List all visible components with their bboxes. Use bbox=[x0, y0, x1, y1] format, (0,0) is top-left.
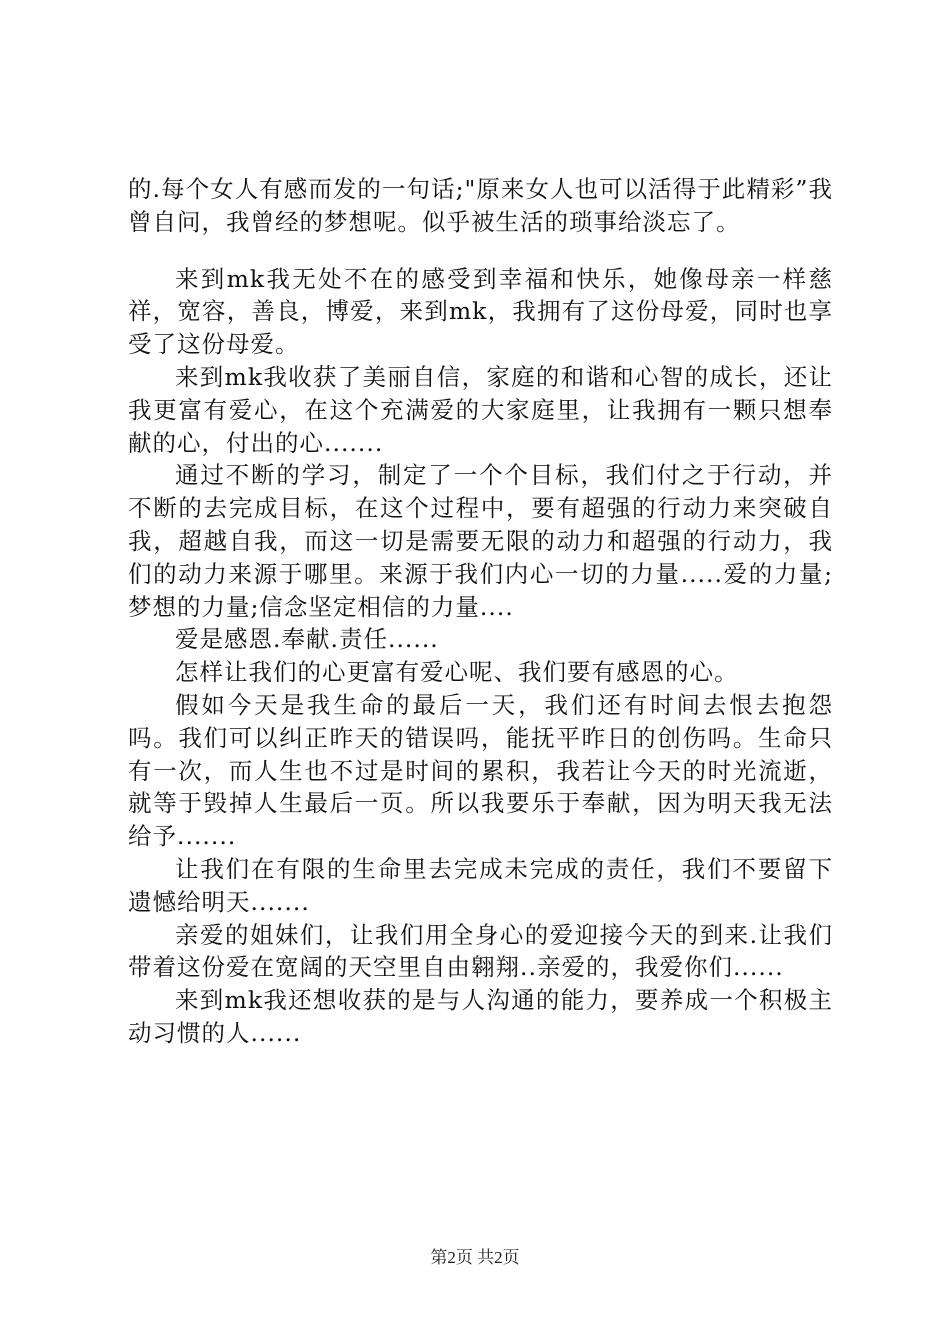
paragraph: 的.每个女人有感而发的一句话;"原来女人也可以活得于此精彩”我曾自问，我曾经的梦想呢。似乎被生活的琐事给淡忘了。 bbox=[128, 175, 833, 236]
paragraph: 来到mk我还想收获的是与人沟通的能力，要养成一个积极主动习惯的人...... bbox=[128, 986, 833, 1047]
paragraph: 亲爱的姐妹们，让我们用全身心的爱迎接今天的到来.让我们带着这份爱在宽阔的天空里自由翱翔..亲爱的，我爱你们...... bbox=[128, 920, 833, 982]
paragraph: 通过不断的学习，制定了一个个目标，我们付之于行动，并不断的去完成目标，在这个过程中，要有超强的行动力来突破自我，超越自我，而这一切是需要无限的动力和超强的行动力，我们的动力来源于哪里。来源于我们内心一切的力量.....爱的力量;梦想的力量;信念坚定相信的力量.... bbox=[128, 461, 833, 621]
page-number-footer: 第2页 共2页 bbox=[430, 1248, 520, 1267]
paragraph: 假如今天是我生命的最后一天，我们还有时间去恨去抱怨吗。我们可以纠正昨天的错误吗，能抚平昨日的创伤吗。生命只有一次，而人生也不过是时间的累积，我若让今天的时光流逝，就等于毁掉人生最后一页。所以我要乐于奉献，因为明天我无法给予....... bbox=[128, 690, 833, 851]
paragraph: 让我们在有限的生命里去完成未完成的责任，我们不要留下遗憾给明天....... bbox=[128, 854, 833, 916]
paragraph: 来到mk我无处不在的感受到幸福和快乐，她像母亲一样慈祥，宽容，善良，博爱，来到mk，我拥有了这份母爱，同时也享受了这份母爱。 bbox=[128, 264, 833, 359]
paragraph: 爱是感恩.奉献.责任...... bbox=[175, 625, 439, 654]
paragraph: 来到mk我收获了美丽自信，家庭的和谐和心智的成长，还让我更富有爱心，在这个充满爱的大家庭里，让我拥有一颗只想奉献的心，付出的心....... bbox=[128, 362, 833, 457]
paragraph: 怎样让我们的心更富有爱心呢、我们要有感恩的心。 bbox=[175, 658, 739, 687]
document-body bbox=[128, 173, 833, 1050]
